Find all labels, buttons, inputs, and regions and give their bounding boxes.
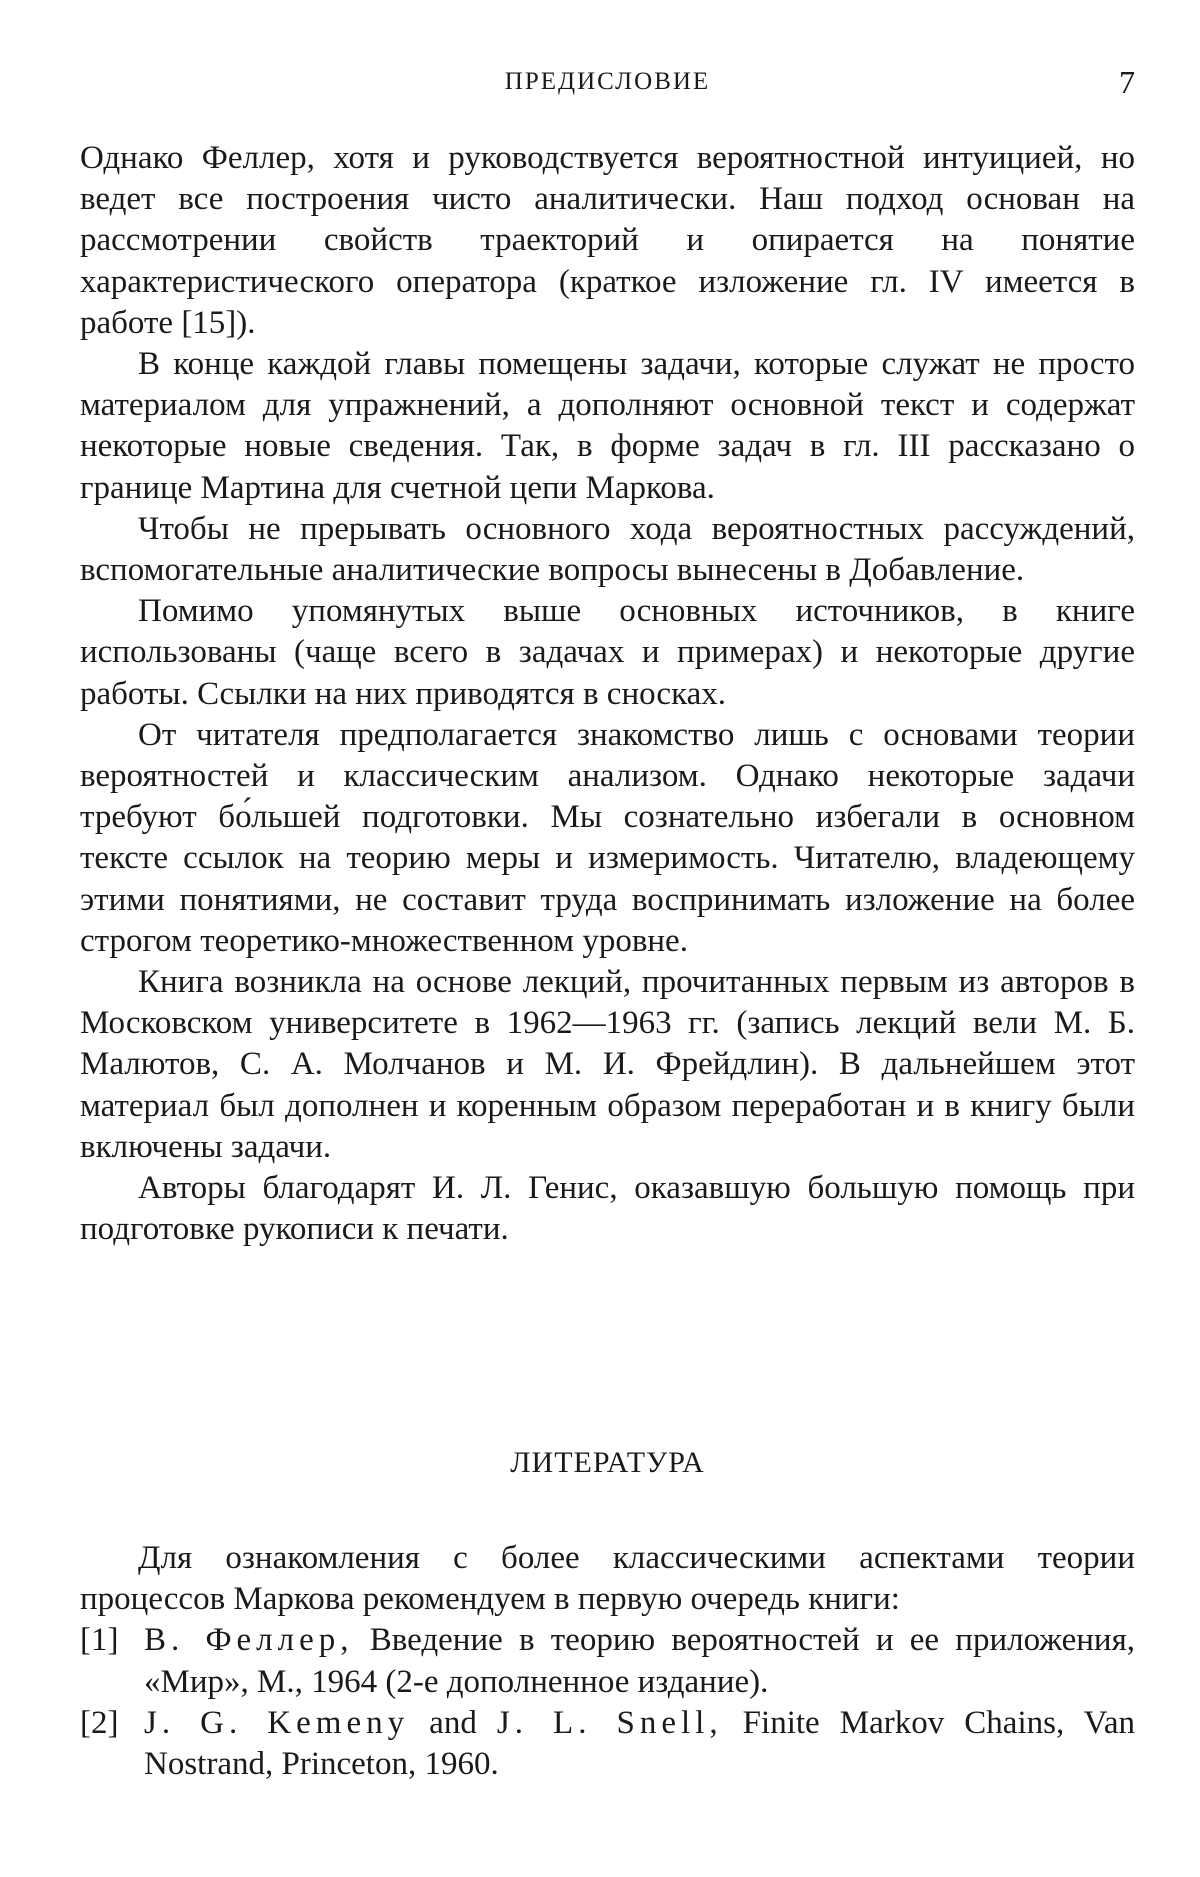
paragraph: Помимо упомянутых выше основных источников, в книге использованы (чаще всего в задачах и примерах) и некоторые другие работы. Ссылки на них приводятся в сносках.	[80, 593, 1135, 712]
paragraph: От читателя предполагается знакомство лишь с основами теории вероятностей и классическим анализом. Однако некоторые задачи требуют бо́льшей подготовки. Мы сознательно избегали в основном тексте ссылок на теорию меры и измеримость. Читателю, владеющему этими понятиями, не составит труда воспринимать изложение на более строгом теоретико-множественном уровне.	[80, 716, 1135, 959]
running-title: ПРЕДИСЛОВИЕ	[504, 68, 711, 95]
reference-number: [1]	[80, 1622, 119, 1659]
reference-details: Finite Markov Chains, Van Nostrand, Princeton, 1960.	[144, 1704, 1135, 1783]
page-number: 7	[1119, 64, 1135, 100]
reference-item	[80, 1620, 1135, 1702]
paragraph: Однако Феллер, хотя и руководствуется вероятностной интуицией, но ведет все построения чисто аналитически. Наш подход основан на рассмотрении свойств траекторий и опирается на понятие характеристического оператора (краткое изложение гл. IV имеется в работе [15]).	[80, 140, 1135, 341]
running-head	[80, 64, 1135, 104]
reference-author: J. L. Snell,	[496, 1704, 723, 1741]
reference-item	[80, 1703, 1135, 1785]
paragraph: В конце каждой главы помещены задачи, которые служат не просто материалом для упражнений, а дополняют основной текст и содержат некоторые новые сведения. Так, в форме задач в гл. III рассказано о границе Мартина для счетной цепи Маркова.	[80, 346, 1135, 506]
literature-heading: ЛИТЕРАТУРА	[510, 1446, 705, 1479]
reference-list	[80, 1620, 1135, 1785]
reference-number: [2]	[80, 1704, 119, 1741]
paragraph: Чтобы не прерывать основного хода вероятностных рассуждений, вспомогательные аналитические вопросы вынесены в Добавление.	[80, 510, 1135, 589]
reference-conjunction: and	[409, 1704, 497, 1741]
literature-intro: Для ознакомления с более классическими аспектами теории процессов Маркова рекомендуем в первую очередь книги:	[80, 1540, 1135, 1618]
reference-author: J. G. Kemeny	[144, 1704, 410, 1741]
paragraph: Авторы благодарят И. Л. Генис, оказавшую большую помощь при подготовке рукописи к печати.	[80, 1170, 1135, 1248]
paragraph: Книга возникла на основе лекций, прочитанных первым из авторов в Московском университете в 1962—1963 гг. (запись лекций вели М. Б. Малютов, С. А. Молчанов и М. И. Фрейдлин). В дальнейшем этот материал был дополнен и коренным образом переработан и в книгу были включены задачи.	[80, 964, 1135, 1165]
literature-section	[80, 1538, 1135, 1785]
reference-details: Введение в теорию вероятностей и ее приложения, «Мир», М., 1964 (2-е дополненное издание).	[144, 1622, 1136, 1700]
reference-author: В. Феллер,	[144, 1622, 354, 1659]
body-text	[80, 138, 1135, 1250]
